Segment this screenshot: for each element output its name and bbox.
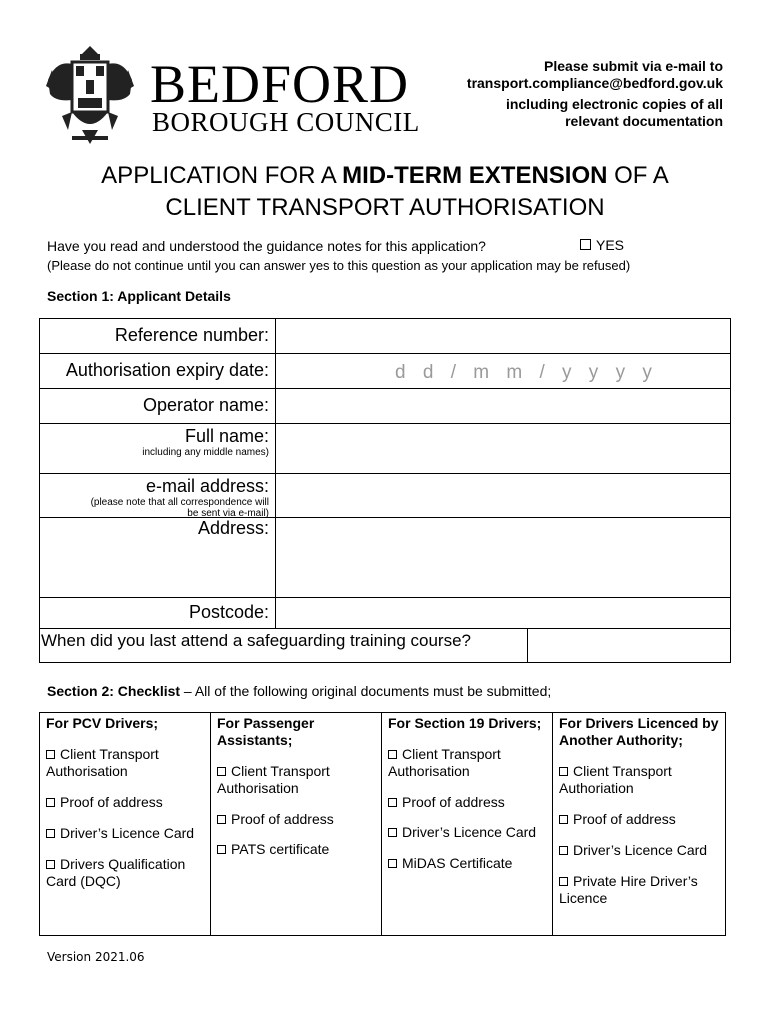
council-crest-logo (42, 40, 138, 148)
checkbox-icon[interactable] (388, 750, 397, 759)
submit-line: including electronic copies of all (505, 96, 723, 112)
postcode-label: Postcode: (188, 602, 269, 622)
reference-row (40, 319, 730, 354)
column-heading: For Drivers Licenced by Another Authority; (559, 715, 719, 748)
checklist-column-pcv (40, 713, 211, 935)
checklist-item[interactable] (559, 763, 719, 797)
fullname-row (40, 424, 730, 474)
brand-name: BEDFORD (150, 54, 410, 114)
item-label: Proof of address (60, 794, 163, 810)
title-line2: CLIENT TRANSPORT AUTHORISATION (165, 194, 605, 221)
title-emphasis: MID-TERM EXTENSION (342, 162, 608, 189)
guidance-question: Have you read and understood the guidance notes for this application? (47, 238, 486, 254)
checklist-item[interactable] (217, 811, 375, 828)
guidance-note: (Please do not continue until you can answer yes to this question as your application may be refused) (47, 258, 631, 273)
safeguarding-label: When did you last attend a safeguarding training course? (40, 629, 528, 662)
reference-label: Reference number: (114, 325, 269, 345)
checkbox-icon[interactable] (559, 877, 568, 886)
checkbox-icon[interactable] (217, 767, 226, 776)
checklist-item[interactable] (217, 763, 375, 797)
email-row (40, 474, 730, 518)
checklist-item[interactable] (46, 746, 204, 780)
expiry-date-field[interactable]: d d / m m / y y y y (395, 362, 658, 383)
checklist-item[interactable] (559, 873, 719, 907)
column-heading: For Section 19 Drivers; (388, 715, 542, 731)
section2-heading (47, 683, 551, 699)
checkbox-icon[interactable] (217, 845, 226, 854)
checkbox-icon[interactable] (559, 846, 568, 855)
item-label: Client Transport Authorisation (217, 763, 330, 796)
section2-title: Section 2: Checklist (47, 683, 181, 699)
item-label: Proof of address (402, 794, 505, 810)
email-note: (please note that all correspondence will (90, 497, 269, 508)
checklist-item[interactable] (388, 794, 546, 811)
section2-subtext: – All of the following original documents must be submitted; (180, 683, 552, 699)
section1-heading: Section 1: Applicant Details (47, 288, 231, 304)
checkbox-icon[interactable] (217, 815, 226, 824)
version-label: Version 2021.06 (47, 950, 145, 964)
checkbox-icon[interactable] (46, 798, 55, 807)
page-title (0, 160, 770, 224)
checklist-item[interactable] (559, 842, 719, 859)
item-label: PATS certificate (231, 841, 330, 857)
checklist-item[interactable] (217, 841, 375, 858)
item-label: Private Hire Driver’s Licence (559, 873, 698, 906)
checklist-item[interactable] (46, 825, 204, 842)
column-heading: For PCV Drivers; (46, 715, 159, 731)
checkbox-icon[interactable] (559, 815, 568, 824)
column-heading: For Passenger Assistants; (217, 715, 315, 748)
expiry-label: Authorisation expiry date: (65, 360, 269, 380)
item-label: Proof of address (231, 811, 334, 827)
title-part: APPLICATION FOR A (101, 162, 343, 189)
checkbox-icon[interactable] (580, 239, 591, 250)
fullname-label: Full name: (184, 426, 269, 446)
email-label: e-mail address: (145, 476, 269, 496)
item-label: Client Transport Authorisation (388, 746, 501, 779)
submit-line: Please submit via e-mail to (544, 58, 723, 74)
checkbox-icon[interactable] (388, 828, 397, 837)
item-label: Client Transport Authoriation (559, 763, 672, 796)
checkbox-icon[interactable] (559, 767, 568, 776)
postcode-row (40, 598, 730, 629)
item-label: Drivers Qualification Card (DQC) (46, 856, 186, 889)
yes-checkbox[interactable] (580, 237, 624, 253)
operator-row (40, 389, 730, 424)
checklist-item[interactable] (388, 746, 546, 780)
item-label: Client Transport Authorisation (46, 746, 159, 779)
checklist-item[interactable] (388, 824, 546, 841)
checkbox-icon[interactable] (46, 860, 55, 869)
operator-label: Operator name: (142, 395, 269, 415)
title-part: OF A (607, 162, 669, 189)
checkbox-icon[interactable] (388, 859, 397, 868)
item-label: Driver’s Licence Card (573, 842, 708, 858)
checklist-column-other-authority (553, 713, 725, 935)
brand-subtitle: BOROUGH COUNCIL (152, 107, 420, 137)
checklist-item[interactable] (46, 794, 204, 811)
checklist-item[interactable] (559, 811, 719, 828)
checklist-column-passenger-assistants (211, 713, 382, 935)
fullname-note: including any middle names) (142, 447, 269, 458)
expiry-row (40, 354, 730, 389)
item-label: Proof of address (573, 811, 676, 827)
applicant-details-table (39, 318, 731, 663)
checkbox-icon[interactable] (46, 829, 55, 838)
checkbox-icon[interactable] (388, 798, 397, 807)
checklist-column-section19 (382, 713, 553, 935)
item-label: Driver’s Licence Card (60, 825, 195, 841)
checklist-item[interactable] (46, 856, 204, 890)
item-label: MiDAS Certificate (402, 855, 513, 871)
checklist-item[interactable] (388, 855, 546, 872)
submit-line: relevant documentation (565, 113, 723, 129)
safeguarding-row (40, 629, 730, 662)
submission-instructions (467, 58, 723, 130)
email-note: be sent via e-mail) (187, 508, 269, 519)
address-row (40, 518, 730, 598)
submit-email[interactable]: transport.compliance@bedford.gov.uk (466, 75, 723, 91)
item-label: Driver’s Licence Card (402, 824, 537, 840)
checklist-table (39, 712, 726, 936)
yes-label: YES (596, 237, 625, 253)
address-label: Address: (197, 518, 269, 538)
checkbox-icon[interactable] (46, 750, 55, 759)
